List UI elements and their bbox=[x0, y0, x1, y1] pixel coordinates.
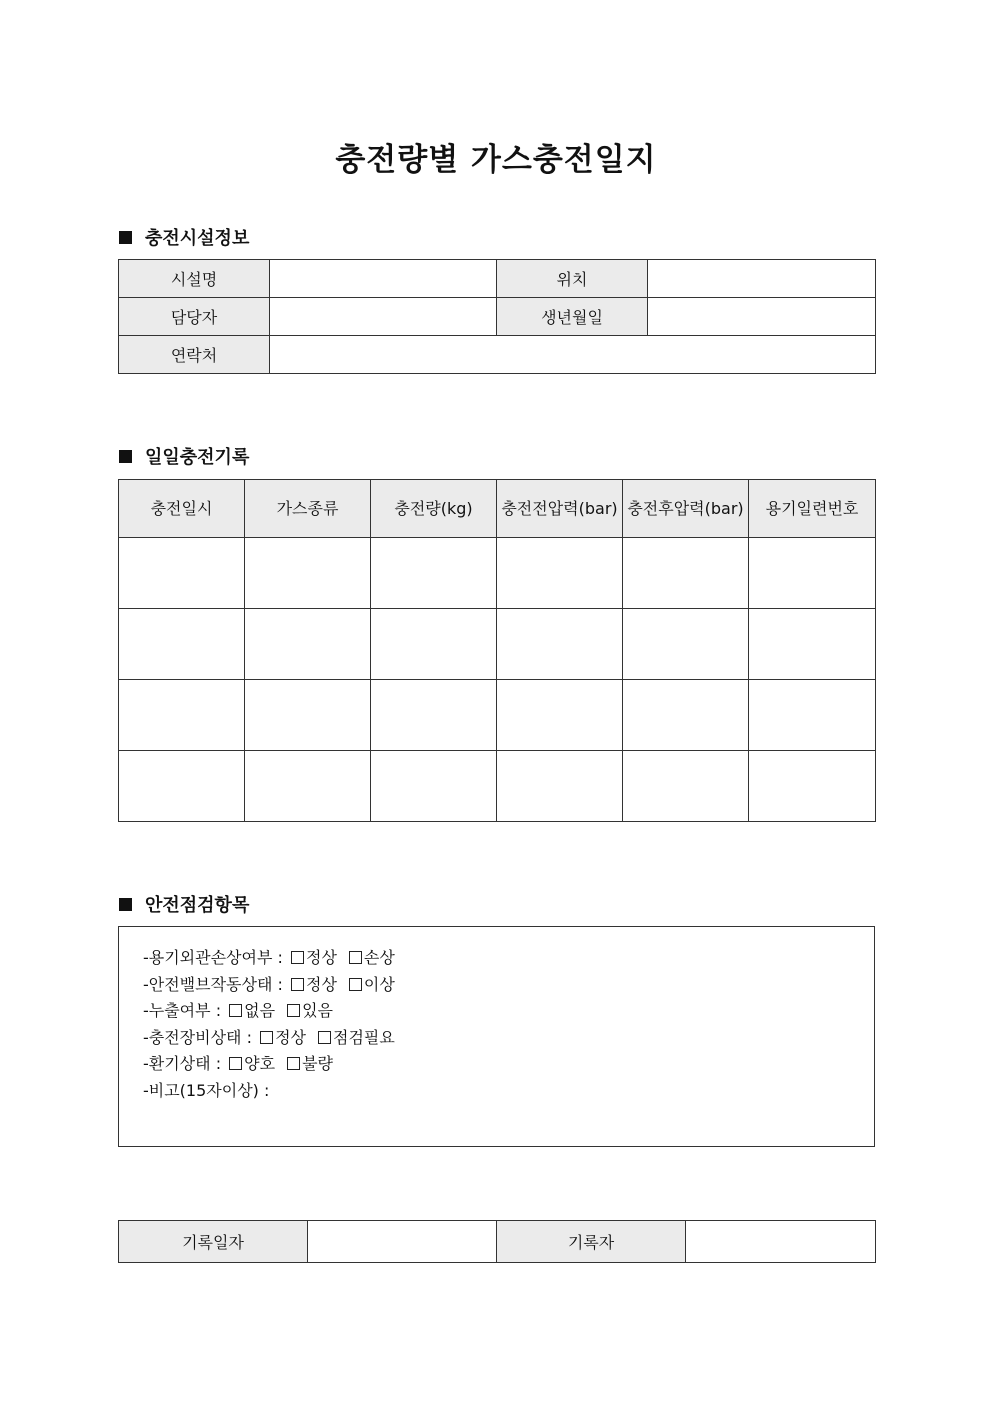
location-label: 위치 bbox=[497, 260, 648, 298]
safety-item-safety-valve bbox=[143, 972, 395, 999]
checkbox-icon[interactable] bbox=[349, 978, 362, 991]
daily-charge-table bbox=[118, 479, 876, 822]
recorder-field[interactable] bbox=[686, 1221, 876, 1263]
table-cell[interactable] bbox=[497, 609, 623, 680]
option-label: 없음 bbox=[244, 1001, 276, 1021]
manager-field[interactable] bbox=[270, 298, 497, 336]
table-header-row bbox=[119, 480, 876, 538]
section-heading-safety-check bbox=[119, 891, 249, 917]
column-header-charge-datetime: 충전일시 bbox=[119, 480, 245, 538]
option-label: 이상 bbox=[363, 974, 395, 994]
table-row bbox=[119, 260, 876, 298]
safety-item-ventilation bbox=[143, 1051, 395, 1078]
option-label: 정상 bbox=[305, 948, 337, 967]
safety-item-note bbox=[143, 1078, 395, 1105]
contact-label: 연락처 bbox=[119, 336, 270, 374]
separator: : bbox=[272, 948, 288, 967]
safety-item-label: -용기외관손상여부 bbox=[143, 948, 273, 967]
record-footer-table bbox=[118, 1220, 876, 1263]
checkbox-icon[interactable] bbox=[260, 1031, 273, 1044]
table-cell[interactable] bbox=[749, 538, 876, 609]
separator: : bbox=[241, 1027, 258, 1047]
option-label: 손상 bbox=[363, 948, 395, 967]
table-cell[interactable] bbox=[371, 538, 497, 609]
table-cell[interactable] bbox=[119, 680, 245, 751]
table-cell[interactable] bbox=[749, 609, 876, 680]
checkbox-icon[interactable] bbox=[229, 1004, 242, 1017]
checkbox-icon[interactable] bbox=[287, 1057, 300, 1070]
table-cell[interactable] bbox=[245, 680, 371, 751]
checkbox-icon[interactable] bbox=[229, 1057, 242, 1070]
table-cell[interactable] bbox=[245, 609, 371, 680]
facility-info-table bbox=[118, 259, 876, 374]
separator: : bbox=[258, 1080, 270, 1100]
safety-item-label: -안전밸브작동상태 bbox=[143, 974, 273, 994]
section-heading-daily-record bbox=[119, 443, 249, 469]
option-label: 점검필요 bbox=[333, 1027, 395, 1047]
safety-check-list bbox=[143, 945, 395, 1105]
square-bullet-icon bbox=[119, 898, 132, 911]
page-title: 충전량별 가스충전일지 bbox=[335, 142, 657, 178]
column-header-cylinder-serial: 용기일련번호 bbox=[749, 480, 876, 538]
table-row bbox=[119, 1221, 876, 1263]
table-cell[interactable] bbox=[497, 751, 623, 822]
checkbox-icon[interactable] bbox=[287, 1004, 300, 1017]
table-row bbox=[119, 538, 876, 609]
note-label: -비고(15자이상) bbox=[143, 1080, 259, 1100]
table-cell[interactable] bbox=[245, 751, 371, 822]
birthdate-label: 생년월일 bbox=[497, 298, 648, 336]
table-cell[interactable] bbox=[497, 680, 623, 751]
table-row bbox=[119, 609, 876, 680]
column-header-gas-type: 가스종류 bbox=[245, 480, 371, 538]
table-cell[interactable] bbox=[749, 751, 876, 822]
birthdate-field[interactable] bbox=[648, 298, 876, 336]
table-cell[interactable] bbox=[245, 538, 371, 609]
table-cell[interactable] bbox=[119, 609, 245, 680]
square-bullet-icon bbox=[119, 450, 132, 463]
separator: : bbox=[272, 974, 288, 994]
contact-field[interactable] bbox=[270, 336, 876, 374]
separator: : bbox=[210, 1001, 227, 1021]
section-heading-label: 안전점검항목 bbox=[145, 895, 250, 916]
facility-name-field[interactable] bbox=[270, 260, 497, 298]
column-header-charge-amount: 충전량(kg) bbox=[371, 480, 497, 538]
checkbox-icon[interactable] bbox=[349, 951, 362, 964]
table-cell[interactable] bbox=[623, 609, 749, 680]
separator: : bbox=[210, 1054, 227, 1074]
option-label: 있음 bbox=[302, 1001, 334, 1021]
table-cell[interactable] bbox=[371, 609, 497, 680]
table-cell[interactable] bbox=[623, 751, 749, 822]
square-bullet-icon bbox=[119, 231, 132, 244]
checkbox-icon[interactable] bbox=[318, 1031, 331, 1044]
safety-item-label: -충전장비상태 bbox=[143, 1027, 242, 1047]
option-label: 양호 bbox=[244, 1054, 276, 1074]
table-cell[interactable] bbox=[119, 751, 245, 822]
facility-name-label: 시설명 bbox=[119, 260, 270, 298]
safety-item-label: -환기상태 bbox=[143, 1054, 211, 1074]
table-cell[interactable] bbox=[371, 751, 497, 822]
column-header-pre-pressure: 충전전압력(bar) bbox=[497, 480, 623, 538]
table-cell[interactable] bbox=[119, 538, 245, 609]
table-row bbox=[119, 336, 876, 374]
option-label: 불량 bbox=[302, 1054, 334, 1074]
checkbox-icon[interactable] bbox=[291, 978, 304, 991]
section-heading-facility bbox=[119, 224, 249, 250]
option-label: 정상 bbox=[305, 974, 337, 994]
section-heading-label: 일일충전기록 bbox=[145, 447, 250, 468]
checkbox-icon[interactable] bbox=[291, 951, 304, 964]
location-field[interactable] bbox=[648, 260, 876, 298]
table-cell[interactable] bbox=[749, 680, 876, 751]
section-heading-label: 충전시설정보 bbox=[145, 228, 250, 249]
table-row bbox=[119, 751, 876, 822]
manager-label: 담당자 bbox=[119, 298, 270, 336]
safety-check-box bbox=[118, 926, 875, 1147]
table-row bbox=[119, 298, 876, 336]
table-cell[interactable] bbox=[497, 538, 623, 609]
table-row bbox=[119, 680, 876, 751]
record-date-field[interactable] bbox=[308, 1221, 497, 1263]
option-label: 정상 bbox=[275, 1027, 306, 1047]
record-date-label: 기록일자 bbox=[119, 1221, 308, 1263]
safety-item-equipment bbox=[143, 1025, 395, 1052]
safety-item-label: -누출여부 bbox=[143, 1001, 211, 1021]
safety-item-leak bbox=[143, 998, 395, 1025]
recorder-label: 기록자 bbox=[497, 1221, 686, 1263]
table-cell[interactable] bbox=[623, 680, 749, 751]
column-header-post-pressure: 충전후압력(bar) bbox=[623, 480, 749, 538]
table-cell[interactable] bbox=[623, 538, 749, 609]
table-cell[interactable] bbox=[371, 680, 497, 751]
safety-item-cylinder-exterior bbox=[143, 945, 395, 972]
